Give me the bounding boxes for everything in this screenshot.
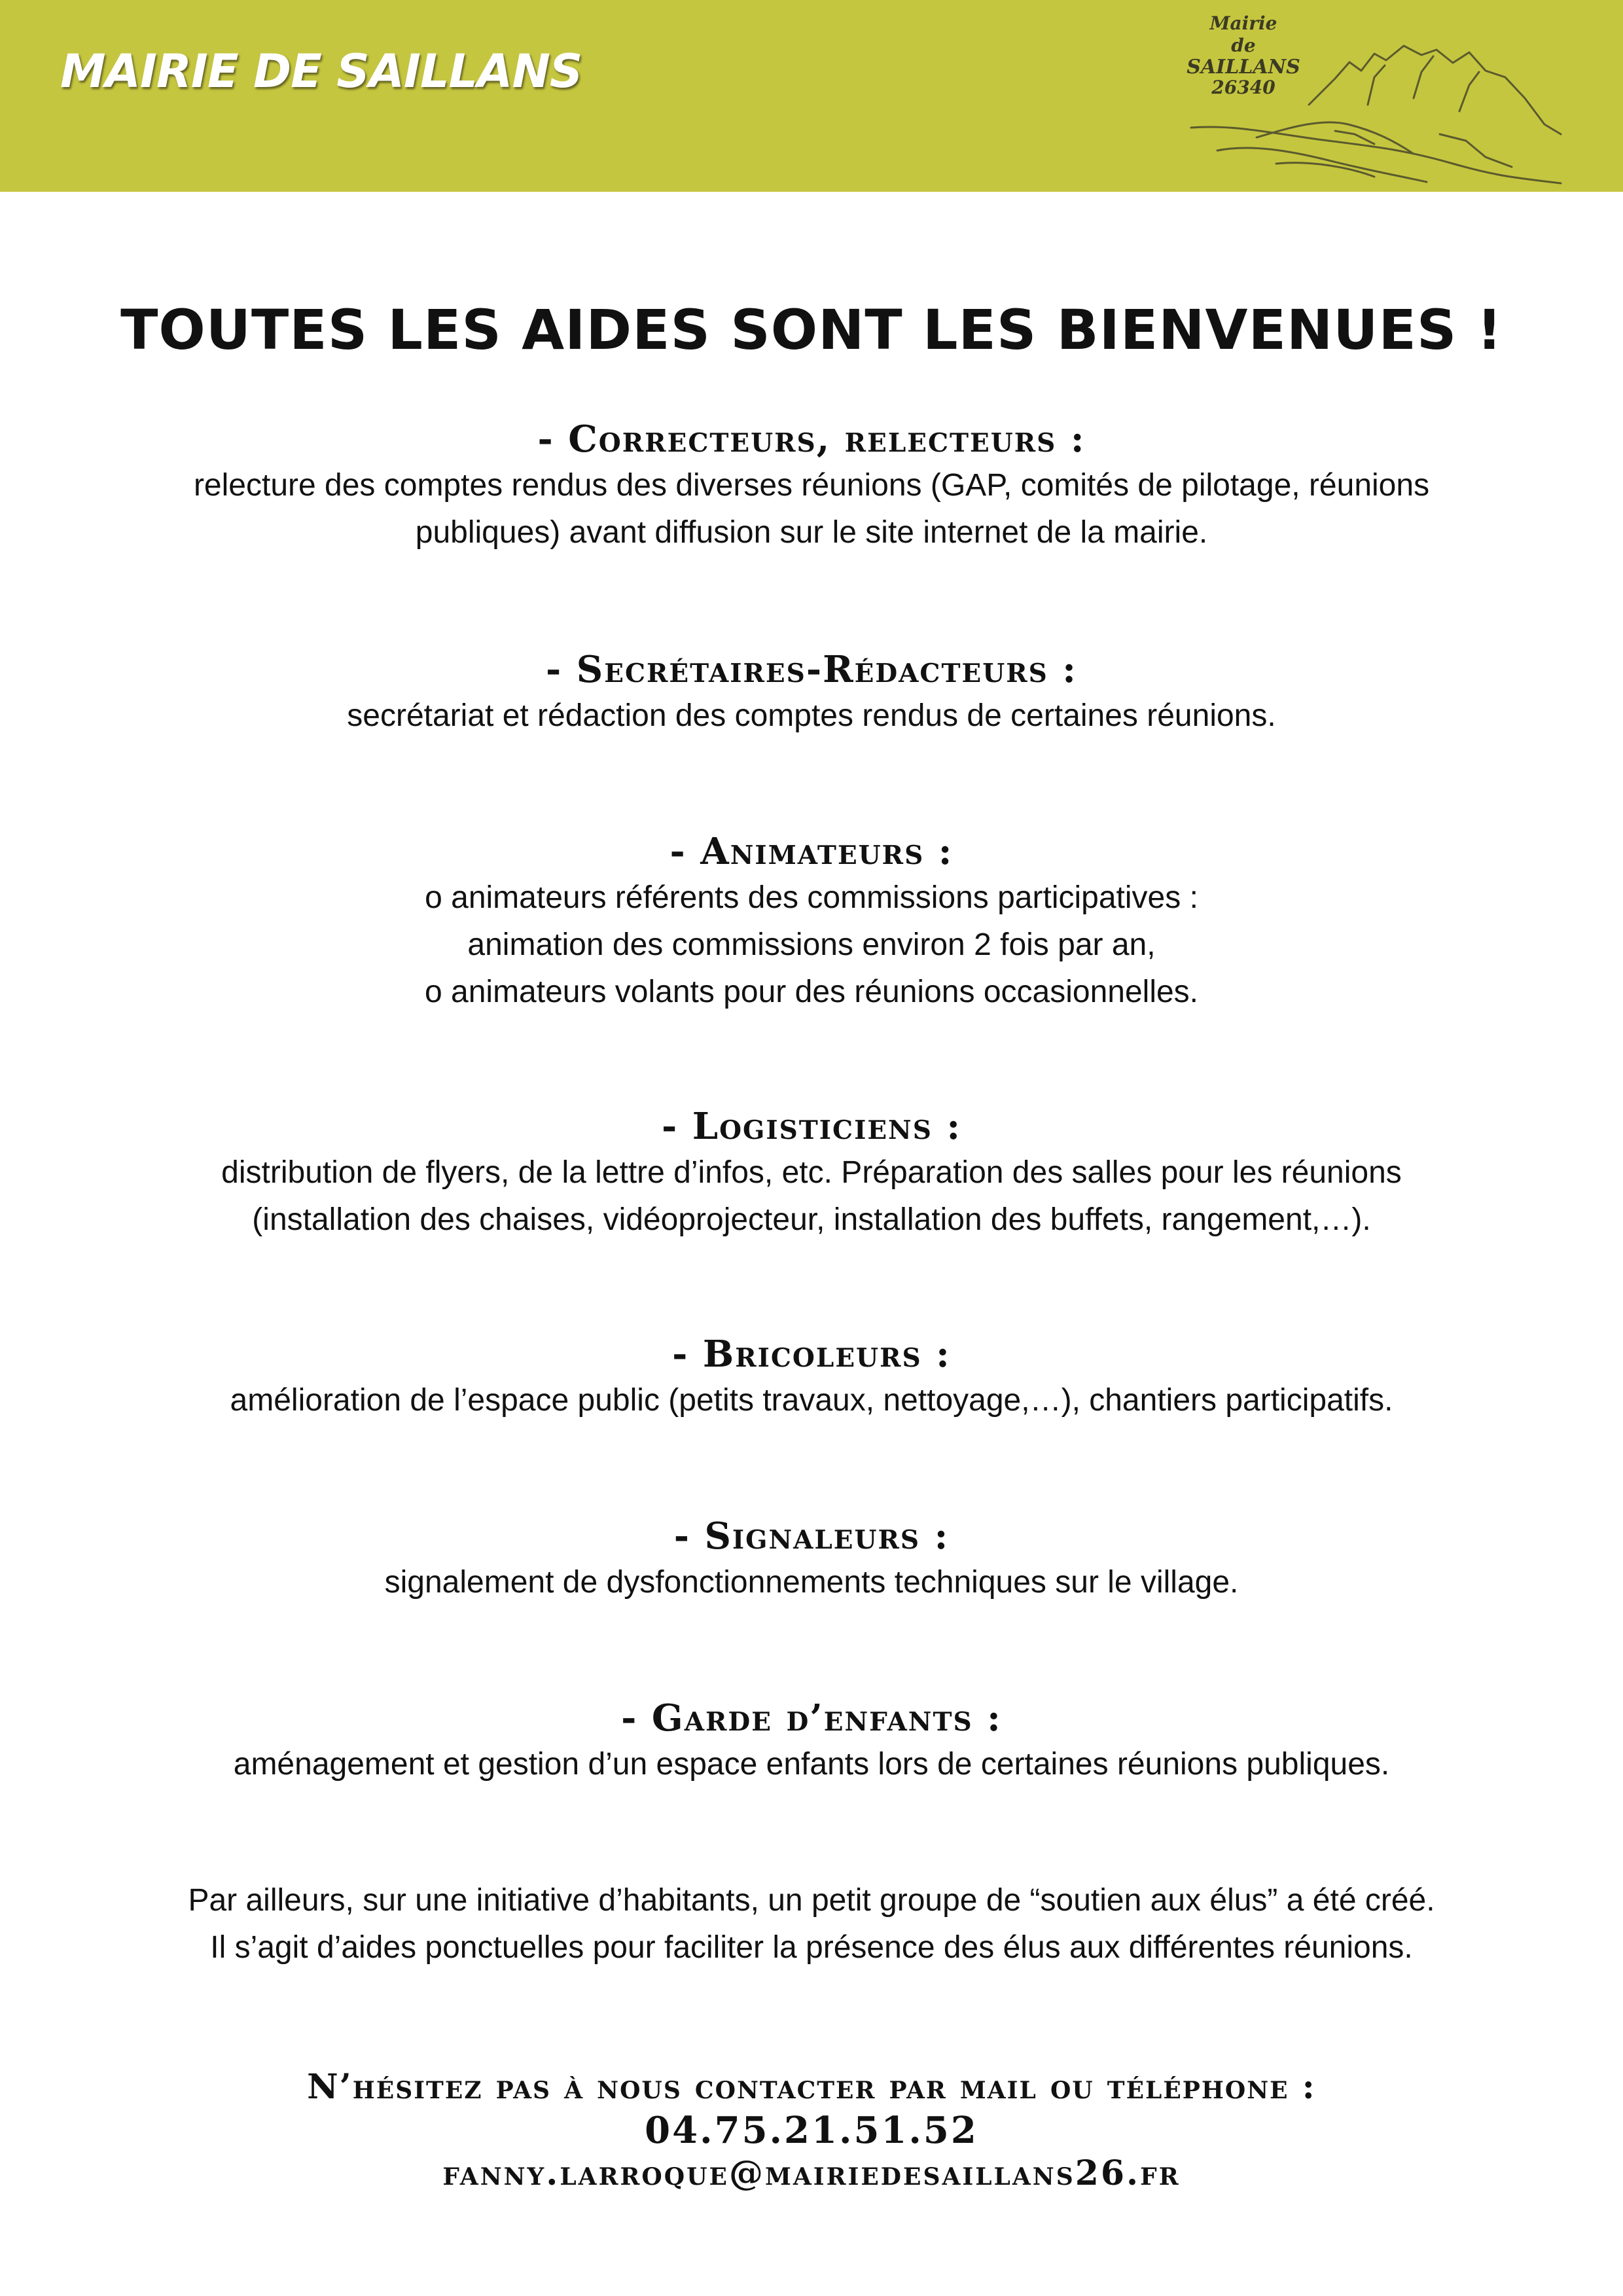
header-title: MAIRIE DE SAILLANS: [60, 45, 582, 98]
section-body-correcteurs: [0, 462, 1623, 556]
section-line: o animateurs référents des commissions participatives :: [425, 880, 1198, 915]
note-line: Il s’agit d’aides ponctuelles pour faciliter la présence des élus aux différentes réunions.: [210, 1930, 1413, 1965]
logo-text-line: de: [1231, 35, 1256, 56]
section-body-signaleurs: [0, 1559, 1623, 1606]
section-line: (installation des chaises, vidéoprojecteur, installation des buffets, rangement,…).: [252, 1202, 1371, 1237]
section-body-bricoleurs: [0, 1377, 1623, 1424]
header-banner: [0, 0, 1623, 192]
section-line: aménagement et gestion d’un espace enfants lors de certaines réunions publiques.: [233, 1747, 1390, 1782]
section-line: publiques) avant diffusion sur le site internet de la mairie.: [415, 515, 1208, 550]
section-body-secretaires: [0, 692, 1623, 740]
section-line: distribution de flyers, de la lettre d’infos, etc. Préparation des salles pour les réunions: [221, 1155, 1402, 1190]
section-heading-animateurs: - Animateurs :: [669, 830, 954, 873]
section-line: animation des commissions environ 2 fois par an,: [467, 927, 1156, 962]
note-line: Par ailleurs, sur une initiative d’habitants, un petit groupe de “soutien aux élus” a été créé.: [188, 1883, 1435, 1918]
section-heading-logisticiens: - Logisticiens :: [661, 1105, 962, 1148]
section-line: o animateurs volants pour des réunions occasionnelles.: [424, 975, 1199, 1009]
section-heading-garde-enfants: - Garde d’enfants :: [621, 1696, 1002, 1740]
section-line: relecture des comptes rendus des diverses réunions (GAP, comités de pilotage, réunions: [193, 468, 1430, 503]
section-line: secrétariat et rédaction des comptes rendus de certaines réunions.: [347, 698, 1276, 733]
logo-text-line: SAILLANS: [1186, 56, 1300, 79]
contact-heading: N’hésitez pas à nous contacter par mail ou téléphone :: [307, 2067, 1316, 2107]
section-body-animateurs: [0, 874, 1623, 1016]
section-heading-signaleurs: - Signaleurs :: [673, 1515, 950, 1558]
section-line: signalement de dysfonctionnements techniques sur le village.: [384, 1565, 1239, 1600]
section-heading-secretaires: - Secrétaires-Rédacteurs :: [546, 648, 1077, 691]
logo-text-line: Mairie: [1209, 12, 1277, 34]
contact-phone: 04.75.21.51.52: [645, 2109, 978, 2152]
section-body-logisticiens: [0, 1149, 1623, 1244]
section-body-garde-enfants: [0, 1741, 1623, 1788]
section-heading-correcteurs: - Correcteurs, relecteurs :: [537, 418, 1086, 461]
section-heading-bricoleurs: - Bricoleurs :: [672, 1333, 951, 1376]
section-line: amélioration de l’espace public (petits travaux, nettoyage,…), chantiers participatifs.: [230, 1383, 1393, 1418]
contact-email: fanny.larroque@mairiedesaillans26.fr: [442, 2153, 1181, 2193]
logo-text-line: 26340: [1211, 77, 1275, 98]
note-paragraph: [0, 1877, 1623, 1971]
mairie-logo: [1178, 0, 1564, 192]
page-title: TOUTES LES AIDES SONT LES BIENVENUES !: [120, 298, 1503, 362]
